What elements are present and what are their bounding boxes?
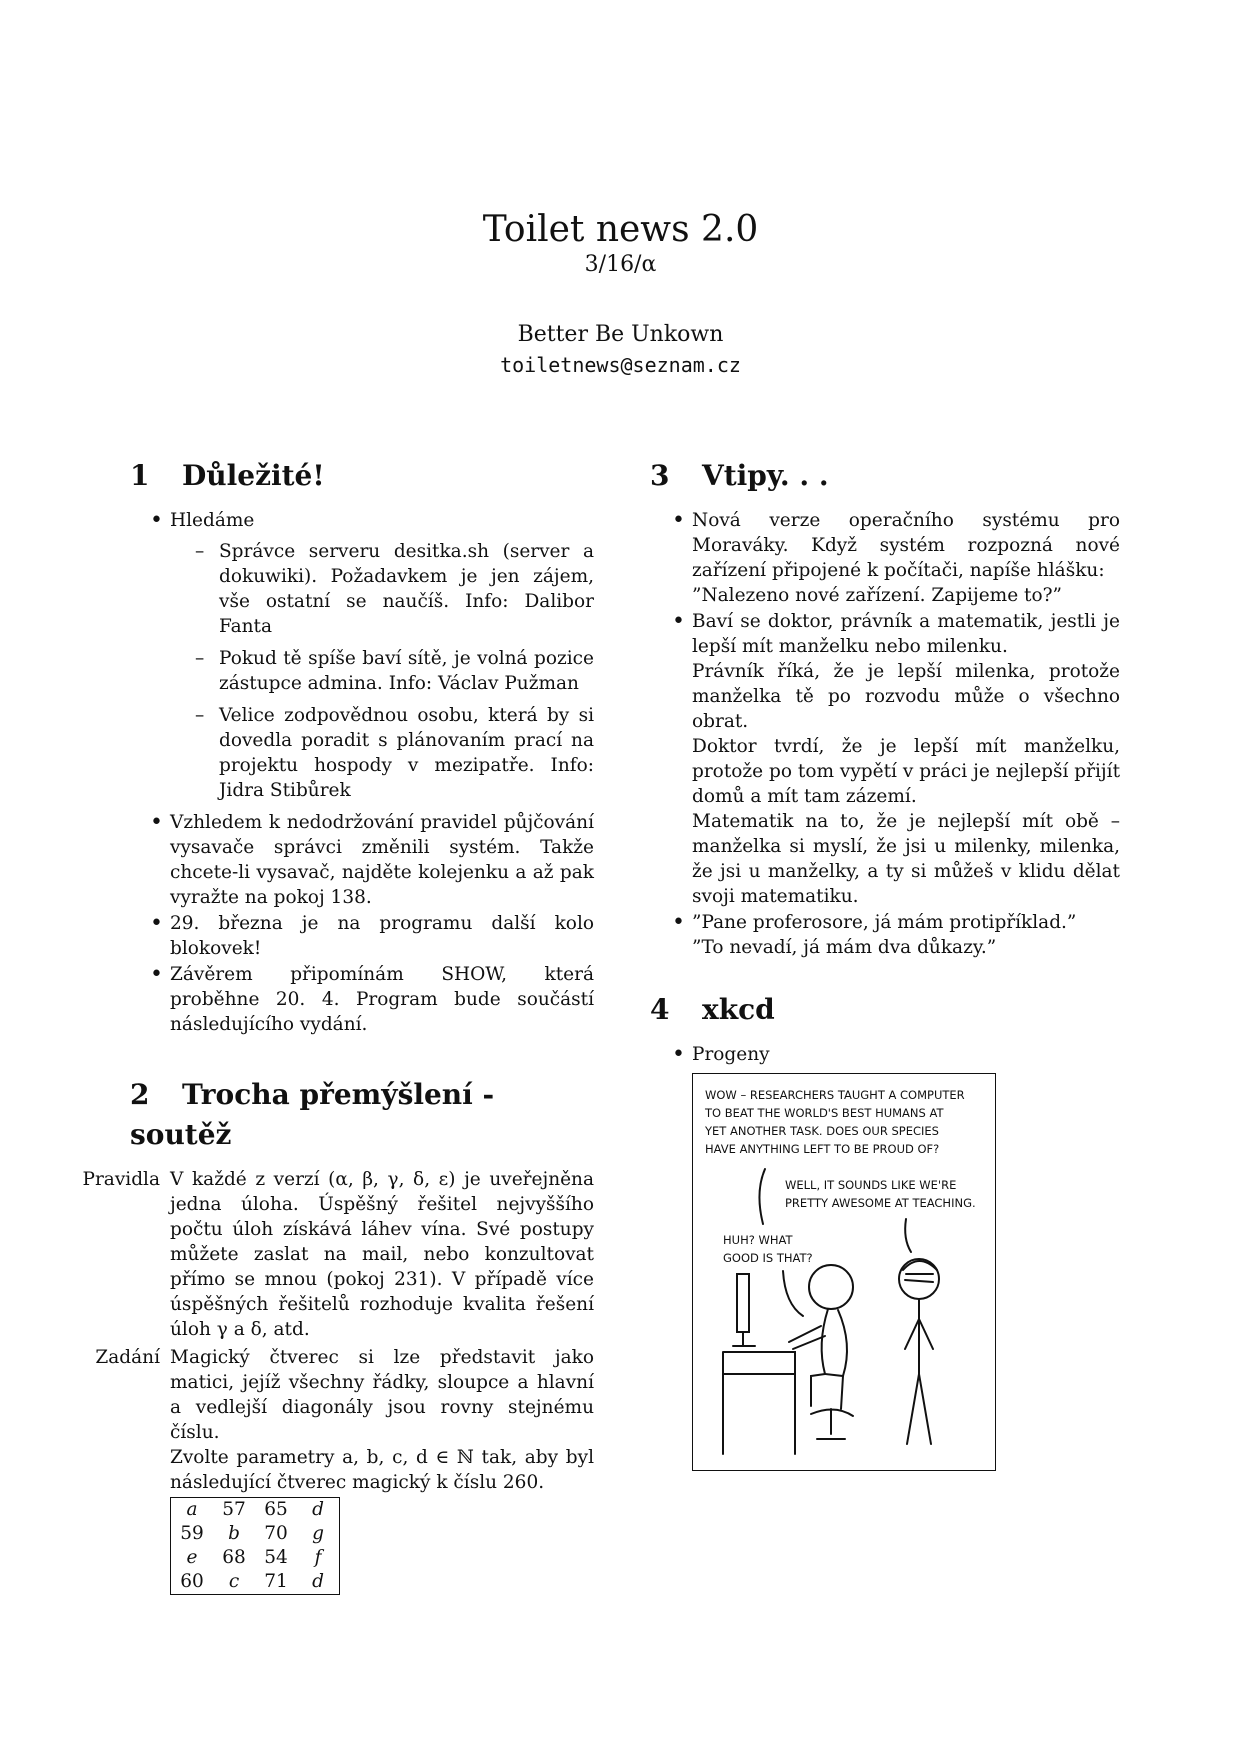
table-cell: 59	[180, 1523, 204, 1544]
table-cell: g	[312, 1523, 324, 1544]
section-4-heading	[650, 990, 1120, 1030]
task-term: Zadání	[95, 1347, 160, 1368]
comic-figures	[723, 1169, 939, 1454]
sub-list-item: – Velice zodpovědnou osobu, která by si dovedla poradit s plánovaním prací na projektu hospody v mezipatře. Info: Jidra Stibůrek	[195, 703, 594, 803]
caption-line: WOW – RESEARCHERS TAUGHT A COMPUTER	[705, 1088, 965, 1102]
joke-line: ”To nevadí, já mám dva důkazy.”	[692, 937, 997, 958]
list-item: • 29. března je na programu další kolo blokovek!	[150, 911, 594, 961]
list-item: • Vzhledem k nedodržování pravidel půjčování vysavače správci změnili systém. Takže chcete-li vysavač, najděte kolejenku a až pak vyražte na pokoj 138.	[150, 810, 594, 910]
section-title: Důležité!	[182, 459, 325, 492]
table-row	[171, 1522, 340, 1546]
standing-person-head	[899, 1259, 939, 1299]
standing-person-body	[905, 1299, 933, 1444]
task-body	[170, 1345, 594, 1495]
rules-text: V každé z verzí (α, β, γ, δ, ε) je uveřejněna jedna úloha. Úspěšný řešitel nejvyššího počtu úloh získává láhev vína. Své postupy můžete zaslat na mail, nebo konzultovat přímo se mnou (pokoj 231). V případě více úspěšných řešitelů rozhoduje kvalita řešení úloh γ a δ, atd.	[170, 1169, 594, 1340]
jokes-list	[672, 508, 1120, 960]
person-legs	[811, 1374, 843, 1409]
person-body	[822, 1309, 847, 1376]
rules-term: Pravidla	[82, 1169, 160, 1190]
table-cell: f	[314, 1547, 322, 1568]
sub-list-item: – Správce serveru desitka.sh (server a dokuwiki). Požadavkem je jen zájem, vše ostatní se naučíš. Info: Dalibor Fanta	[195, 539, 594, 639]
joke-line: ”Nalezeno nové zařízení. Zapijeme to?”	[692, 585, 1062, 606]
table-cell: 65	[264, 1499, 288, 1520]
speech-tail	[905, 1219, 911, 1252]
section-number: 3	[650, 459, 670, 492]
table-cell: d	[312, 1499, 324, 1520]
table-cell: 68	[222, 1547, 246, 1568]
section-number: 4	[650, 993, 670, 1026]
section-title: Vtipy. . .	[702, 459, 829, 492]
computer-monitor	[737, 1274, 749, 1332]
left-column	[80, 456, 594, 1595]
joke-line: • ”Pane proferosore, já mám protipříklad.”	[692, 912, 1077, 933]
joke-line: • Baví se doktor, právník a matematik, jestli je lepší mít manželku nebo milenku.	[692, 611, 1120, 657]
table-row	[171, 1570, 340, 1595]
author-email: toiletnews@seznam.cz	[500, 353, 741, 377]
table-row	[171, 1546, 340, 1570]
document-title: Toilet news 2.0	[482, 209, 759, 250]
issue-number: 3/16/α	[584, 252, 657, 277]
table-cell: 57	[222, 1499, 246, 1520]
joke-line: Právník říká, že je lepší milenka, protože manželka tě po rozvodu může o všechno obrat.	[692, 661, 1120, 732]
table-cell: a	[186, 1499, 198, 1520]
reply-line: WELL, IT SOUNDS LIKE WE'RE	[785, 1178, 957, 1192]
person-head	[809, 1265, 853, 1309]
table-cell: 60	[180, 1571, 204, 1592]
title-block	[0, 208, 1241, 278]
section-1-list	[150, 508, 594, 1037]
table-row	[171, 1498, 340, 1523]
table-cell: 54	[264, 1547, 288, 1568]
desk	[723, 1352, 795, 1454]
caption-line: HAVE ANYTHING LEFT TO BE PROUD OF?	[705, 1142, 940, 1156]
sub-list-item: – Pokud tě spíše baví sítě, je volná pozice zástupce admina. Info: Václav Pužman	[195, 646, 594, 696]
huh-line: GOOD IS THAT?	[723, 1251, 813, 1265]
table-cell: e	[186, 1547, 198, 1568]
task-entry	[80, 1345, 594, 1495]
huh-line: HUH? WHAT	[723, 1233, 793, 1247]
sub-list	[170, 539, 594, 803]
right-column	[650, 456, 1120, 1471]
author-block	[0, 320, 1241, 380]
xkcd-list	[672, 1042, 1120, 1067]
magic-square-table	[170, 1497, 340, 1595]
monitor-stand	[733, 1332, 755, 1346]
table-cell: c	[228, 1571, 240, 1592]
joke-item	[672, 910, 1120, 960]
section-title: Trocha přemýšlení - soutěž	[130, 1078, 495, 1151]
section-3-heading	[650, 456, 1120, 496]
list-item: • Progeny	[672, 1042, 1120, 1067]
table-cell: 71	[264, 1571, 288, 1592]
task-text: Magický čtverec si lze představit jako matici, jejíž všechny řádky, sloupce a hlavní a vedlejší diagonály jsou rovny stejnému číslu.	[170, 1347, 594, 1443]
caption-line: YET ANOTHER TASK. DOES OUR SPECIES	[705, 1124, 939, 1138]
office-chair	[811, 1409, 853, 1439]
person-arms	[789, 1326, 825, 1349]
table-cell: d	[312, 1571, 324, 1592]
speech-tail	[783, 1271, 803, 1316]
joke-item	[672, 609, 1120, 909]
rules-entry	[80, 1167, 594, 1342]
joke-item	[672, 508, 1120, 608]
list-item: • Závěrem připomínám SHOW, která proběhne 20. 4. Program bude součástí následujícího vydání.	[150, 962, 594, 1037]
section-number: 2	[130, 1078, 150, 1111]
caption-line: TO BEAT THE WORLD'S BEST HUMANS AT	[705, 1106, 944, 1120]
table-cell: 70	[264, 1523, 288, 1544]
list-item-text: Hledáme	[170, 510, 255, 531]
joke-line: Matematik na to, že je nejlepší mít obě – manželka si myslí, že jsi u milenky, milenka, že jsi u manželky, a ty si můžeš v klidu dělat svoji matematiku.	[692, 811, 1120, 907]
author-name: Better Be Unkown	[517, 322, 724, 347]
section-1-heading	[130, 456, 594, 496]
joke-line: • Nová verze operačního systému pro Moraváky. Když systém rozpozná nové zařízení připojené k počítači, napíše hlášku:	[692, 510, 1120, 581]
reply-line: PRETTY AWESOME AT TEACHING.	[785, 1196, 976, 1210]
speech-tail	[759, 1169, 765, 1224]
section-number: 1	[130, 459, 150, 492]
section-title: xkcd	[702, 993, 775, 1026]
section-2-heading	[130, 1075, 594, 1155]
list-item	[150, 508, 594, 803]
comic-drawing	[693, 1074, 995, 1470]
joke-line: Doktor tvrdí, že je lepší mít manželku, protože po tom vypětí v práci je nejlepší přijít domů a mít tam zázemí.	[692, 736, 1120, 807]
task-text: Zvolte parametry a, b, c, d ∈ ℕ tak, aby byl následující čtverec magický k číslu 260.	[170, 1447, 594, 1493]
table-cell: b	[228, 1523, 240, 1544]
xkcd-comic	[692, 1073, 996, 1471]
